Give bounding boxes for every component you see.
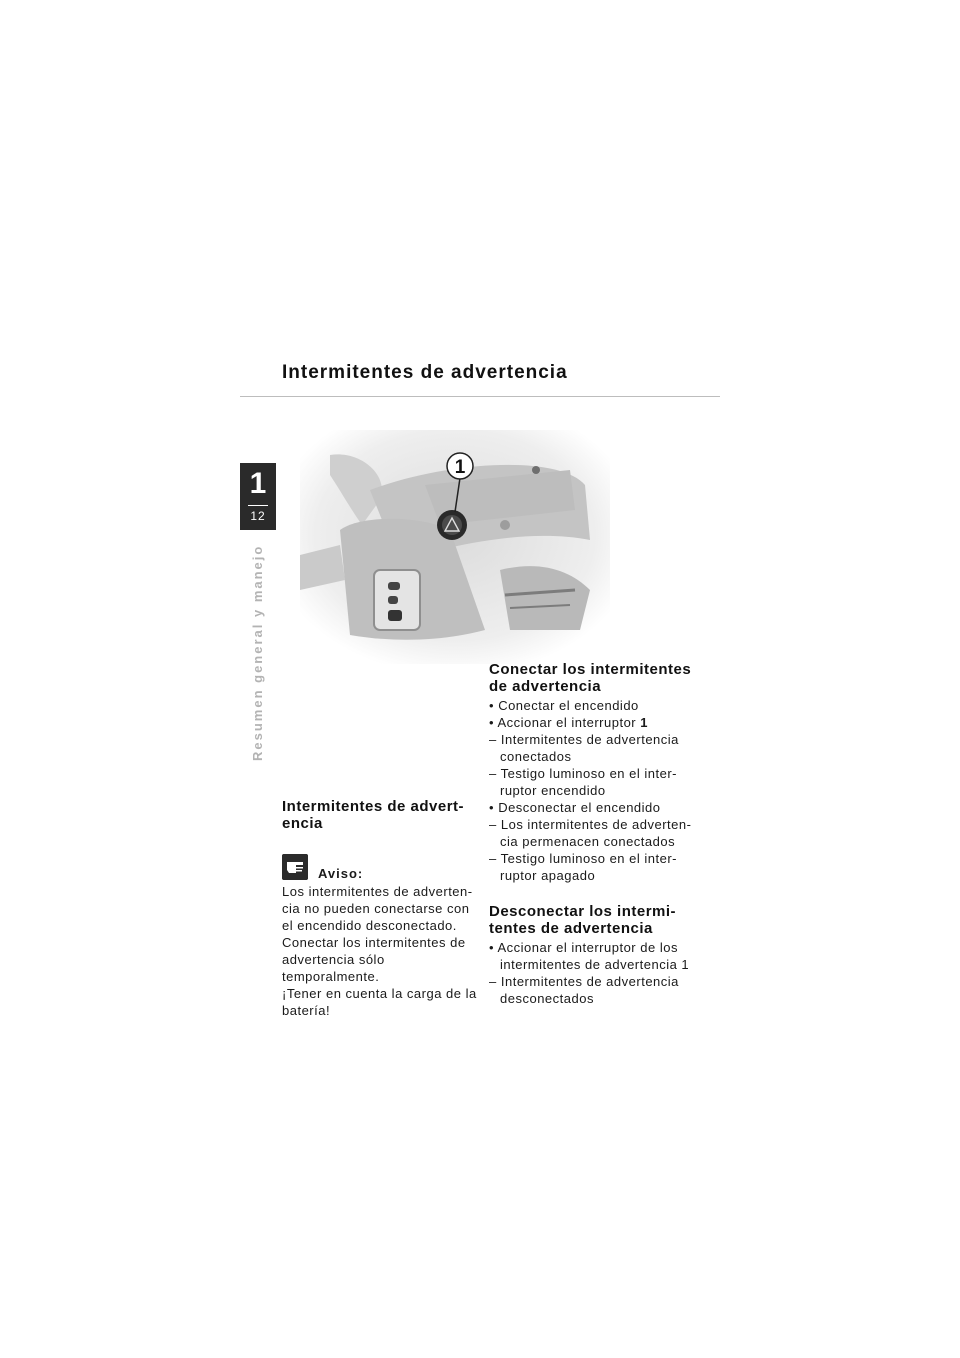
notice-section-heading-text: Intermitentes de advert- encia (282, 798, 465, 832)
figure-callout-1: 1 (454, 457, 466, 478)
list-item: • Conectar el encendido (489, 698, 639, 713)
chapter-divider (248, 505, 268, 506)
right-column (489, 661, 701, 1007)
chapter-number: 1 (249, 467, 267, 500)
list-item: – Los intermitentes de adverten-cia permenacen conectados (489, 817, 692, 849)
list-item: • Accionar el interruptor de los intermitentes de advertencia 1 (489, 940, 690, 972)
deactivate-hazard-heading (489, 903, 701, 937)
left-column (282, 798, 482, 1019)
deactivate-hazard-heading-text: Desconectar los intermi- tentes de advertencia (489, 903, 677, 937)
activate-steps-list (489, 697, 701, 884)
notice-row (282, 854, 482, 880)
list-item: • Desconectar el encendido (489, 800, 661, 815)
notice-hand-icon (282, 854, 308, 880)
notice-label: Aviso: (318, 866, 364, 881)
handlebar-switch-illustration (300, 430, 610, 664)
list-item: – Intermitentes de advertencia desconectados (489, 974, 679, 1006)
chapter-tab (240, 463, 276, 530)
title-divider (240, 396, 720, 397)
list-item: – Testigo luminoso en el inter-ruptor encendido (489, 766, 677, 798)
notice-section-heading (282, 798, 482, 832)
list-item: – Intermitentes de advertencia conectados (489, 732, 679, 764)
page-number: 12 (250, 509, 266, 523)
page-title: Intermitentes de advertencia (282, 362, 568, 383)
list-item: – Testigo luminoso en el inter-ruptor apagado (489, 851, 677, 883)
activate-hazard-heading (489, 661, 701, 695)
activate-hazard-heading-text: Conectar los intermitentes de advertencia (489, 661, 692, 695)
chapter-side-label: Resumen general y manejo (250, 544, 265, 761)
list-item: • Accionar el interruptor 1 (489, 715, 648, 730)
notice-text: Los intermitentes de adverten- cia no pueden conectarse con el encendido desconectado. Conectar los intermitentes de advertencia sólo temporalmente. ¡Tener en cuenta la carga de la batería! (282, 884, 477, 1018)
deactivate-steps-list (489, 939, 701, 1007)
